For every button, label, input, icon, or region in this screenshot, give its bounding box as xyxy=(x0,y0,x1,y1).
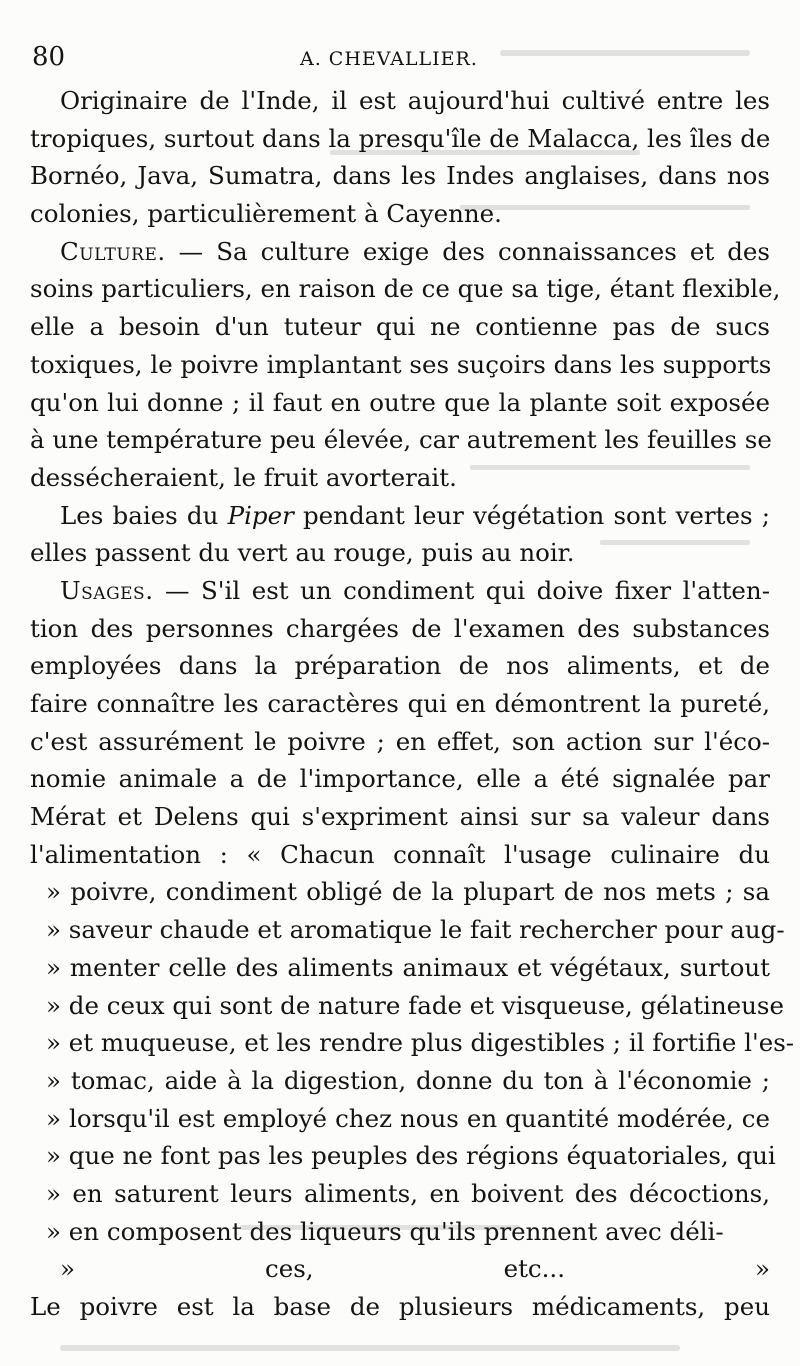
quote-line: » de ceux qui sont de nature fade et visqueuse, gélatineuse xyxy=(46,990,785,1020)
text-line: l'alimentation : « Chacun connaît l'usage culinaire du xyxy=(30,839,770,869)
text-run: Les baies du xyxy=(60,500,228,530)
text-line: elles passent du vert au rouge, puis au noir. xyxy=(30,538,575,568)
quote-line: » en composent des liqueurs qu'ils prennent avec déli- xyxy=(46,1216,724,1246)
quote-line: » lorsqu'il est employé chez nous en quantité modérée, ce xyxy=(46,1103,770,1133)
text-line: tropiques, surtout dans la presqu'île de Malacca, les îles de xyxy=(30,123,771,153)
italic-term-piper: Piper xyxy=(227,500,294,530)
text-line xyxy=(30,572,770,610)
text-line: à une température peu élevée, car autrement les feuilles se xyxy=(30,425,772,455)
bleed-mark xyxy=(60,1345,680,1351)
text-line: tion des personnes chargées de l'examen des substances xyxy=(30,613,770,643)
text-line: » ces, etc... » xyxy=(60,1254,770,1284)
text-line: qu'on lui donne ; il faut en outre que la plante soit exposée xyxy=(30,387,770,417)
text-line xyxy=(30,233,770,271)
text-line: Mérat et Delens qui s'expriment ainsi sur sa valeur dans xyxy=(30,802,770,832)
text-line: Bornéo, Java, Sumatra, dans les Indes anglaises, dans nos xyxy=(30,161,770,191)
running-head: A. CHEVALLIER. xyxy=(300,48,478,70)
text-line: faire connaître les caractères qui en démontrent la pureté, xyxy=(30,689,770,718)
body-text xyxy=(30,82,795,1326)
quote-line: » tomac, aide à la digestion, donne du ton à l'économie ; xyxy=(46,1065,770,1095)
text-line: colonies, particulièrement à Cayenne. xyxy=(30,199,502,229)
quote-line: » menter celle des aliments animaux et végétaux, surtout xyxy=(46,952,770,982)
text-run: pendant leur végétation sont vertes ; xyxy=(293,500,770,530)
text-line: Le poivre est la base de plusieurs médicaments, peu xyxy=(30,1292,770,1321)
text-line: soins particuliers, en raison de ce que sa tige, étant flexible, xyxy=(30,274,781,304)
section-heading-culture: Culture. xyxy=(60,236,166,266)
text-line: Originaire de l'Inde, il est aujourd'hui cultivé entre les xyxy=(60,86,770,115)
quote-line: » en saturent leurs aliments, en boivent des décoctions, xyxy=(46,1178,770,1208)
page-header xyxy=(28,40,768,80)
text-line: toxiques, le poivre implantant ses suçoirs dans les supports xyxy=(30,349,772,379)
page-number: 80 xyxy=(32,42,66,72)
text-run: — S'il est un condiment qui doive fixer l'atten- xyxy=(153,575,770,605)
quote-line: » et muqueuse, et les rendre plus digestibles ; il fortifie l'es- xyxy=(46,1028,795,1058)
text-line: nomie animale a de l'importance, elle a été signalée par xyxy=(30,764,770,794)
text-line: dessécheraient, le fruit avorterait. xyxy=(30,462,457,492)
text-line: elle a besoin d'un tuteur qui ne contienne pas de sucs xyxy=(30,312,770,342)
text-line: c'est assurément le poivre ; en effet, son action sur l'éco- xyxy=(30,726,770,756)
text-line xyxy=(30,497,770,535)
quote-line: » poivre, condiment obligé de la plupart de nos mets ; sa xyxy=(46,877,770,907)
section-heading-usages: Usages. xyxy=(60,575,154,605)
quote-line: » saveur chaude et aromatique le fait rechercher pour aug- xyxy=(46,915,785,945)
text-line: employées dans la préparation de nos aliments, et de xyxy=(30,651,770,681)
quote-line: » que ne font pas les peuples des régions équatoriales, qui xyxy=(46,1141,776,1171)
text-run: — Sa culture exige des connaissances et des xyxy=(165,236,770,266)
